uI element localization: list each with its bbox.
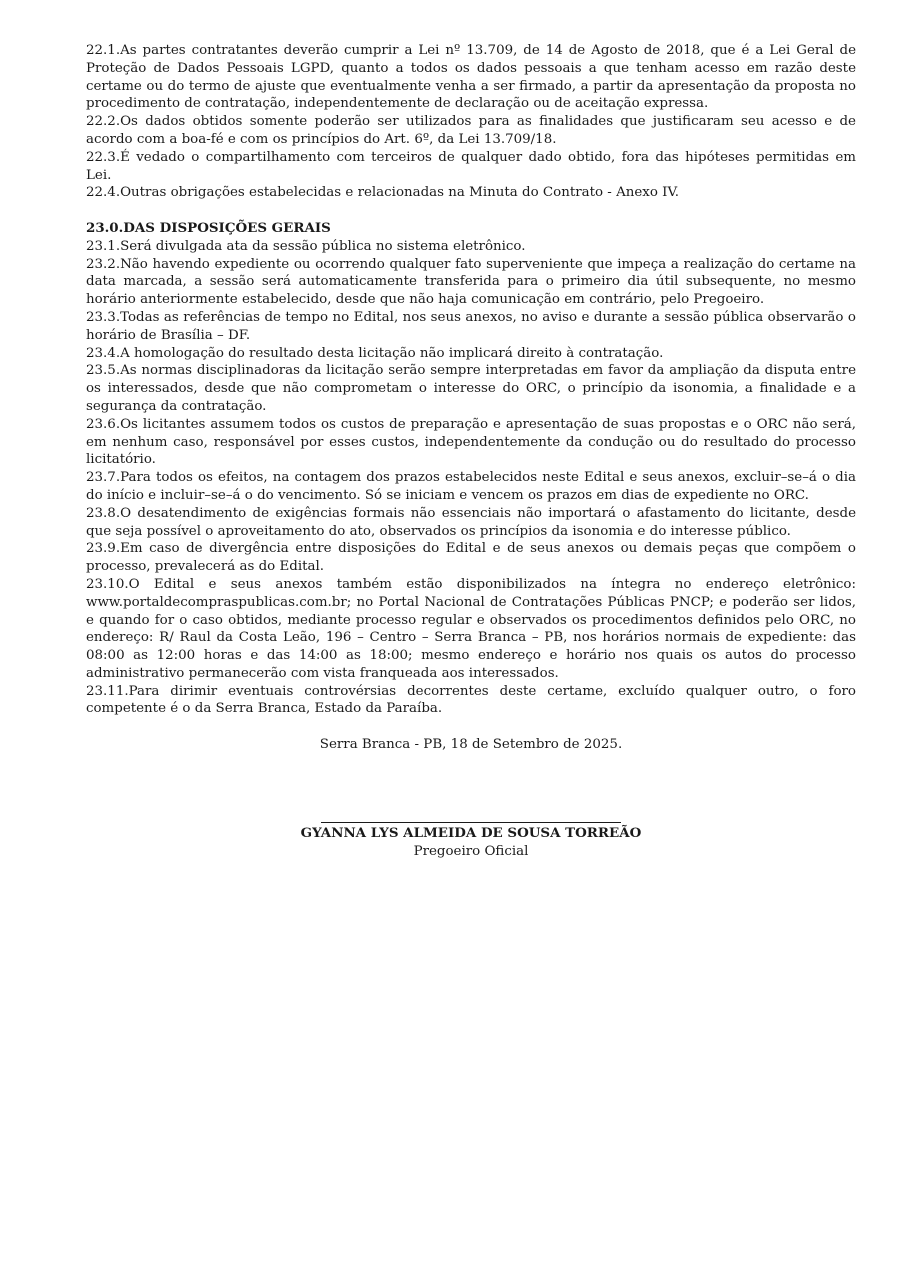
signature-line bbox=[321, 822, 621, 823]
section-22 bbox=[86, 42, 856, 202]
clause-23-1: 23.1.Será divulgada ata da sessão pública no sistema eletrônico. bbox=[86, 238, 526, 254]
clause-22-2: 22.2.Os dados obtidos somente poderão ser utilizados para as finalidades que justificaram seu acesso e de acordo com a boa-fé e com os princípios do Art. 6º, da Lei 13.709/18. bbox=[86, 114, 856, 147]
clause-22-3: 22.3.É vedado o compartilhamento com terceiros de qualquer dado obtido, fora das hipóteses permitidas em Lei. bbox=[86, 149, 856, 183]
clause-23-7: 23.7.Para todos os efeitos, na contagem dos prazos estabelecidos neste Edital e seus anexos, excluir–se–á o dia do início e incluir–se–á o do vencimento. Só se iniciam e vencem os prazos em dias de expediente no ORC. bbox=[86, 470, 856, 503]
signatory-name: GYANNA LYS ALMEIDA DE SOUSA TORREÃO bbox=[300, 825, 642, 842]
section-23-heading: 23.0.DAS DISPOSIÇÕES GERAIS bbox=[86, 219, 331, 236]
clause-23-4: 23.4.A homologação do resultado desta licitação não implicará direito à contratação. bbox=[86, 345, 664, 361]
clause-22-1: 22.1.As partes contratantes deverão cumprir a Lei nº 13.709, de 14 de Agosto de 2018, que é a Lei Geral de Proteção de Dados Pessoais LGPD, quanto a todos os dados pessoais a que tenham acesso em razão deste certame ou do termo de ajuste que eventualmente venha a ser firmado, a partir da apresentação da proposta no procedimento de contratação, independentemente de declaração ou de aceitação expressa. bbox=[86, 43, 856, 112]
dateline: Serra Branca - PB, 18 de Setembro de 2025. bbox=[319, 737, 623, 753]
clause-23-10: 23.10.O Edital e seus anexos também estão disponibilizados na íntegra no endereço eletrônico: www.portaldecompraspublicas.com.br; no Portal Nacional de Contratações Públicas PNCP; e poderão ser lidos, e quando for o caso obtidos, mediante processo regular e observados os procedimentos definidos pelo ORC, no endereço: R/ Raul da Costa Leão, 196 – Centro – Serra Branca – PB, nos horários normais de expediente: das 08:00 as 12:00 horas e das 14:00 as 18:00; mesmo endereço e horário nos quais os autos do processo administrativo permanecerão com vista franqueada aos interessados. bbox=[86, 576, 856, 681]
clause-23-9: 23.9.Em caso de divergência entre disposições do Edital e de seus anexos ou demais peças que compõem o processo, prevalecerá as do Edital. bbox=[86, 541, 856, 575]
clause-23-5: 23.5.As normas disciplinadoras da licitação serão sempre interpretadas em favor da ampliação da disputa entre os interessados, desde que não comprometam o interesse do ORC, o princípio da isonomia, a finalidade e a segurança da contratação. bbox=[86, 363, 856, 414]
signatory-title: Pregoeiro Oficial bbox=[413, 843, 529, 859]
clause-22-4: 22.4.Outras obrigações estabelecidas e relacionadas na Minuta do Contrato - Anexo IV. bbox=[86, 185, 680, 201]
document-page bbox=[86, 42, 856, 861]
clause-23-6: 23.6.Os licitantes assumem todos os custos de preparação e apresentação de suas propostas e o ORC não será, em nenhum caso, responsável por esses custos, independentemente da condução ou do resultado do processo licitatório. bbox=[86, 416, 856, 468]
clause-23-2: 23.2.Não havendo expediente ou ocorrendo qualquer fato superveniente que impeça a realização do certame na data marcada, a sessão será automaticamente transferida para o primeiro dia útil subsequente, no mesmo horário anteriormente estabelecido, desde que não haja comunicação em contrário, pelo Pregoeiro. bbox=[86, 256, 856, 308]
clause-23-11: 23.11.Para dirimir eventuais controvérsias decorrentes deste certame, excluído qualquer outro, o foro competente é o da Serra Branca, Estado da Paraíba. bbox=[86, 683, 856, 717]
section-23 bbox=[86, 220, 856, 718]
clause-23-8: 23.8.O desatendimento de exigências formais não essenciais não importará o afastamento do licitante, desde que seja possível o aproveitamento do ato, observados os princípios da isonomia e do interesse público. bbox=[86, 505, 856, 539]
clause-23-3: 23.3.Todas as referências de tempo no Edital, nos seus anexos, no aviso e durante a sessão pública observarão o horário de Brasília – DF. bbox=[86, 309, 856, 343]
closing-block bbox=[86, 736, 856, 860]
